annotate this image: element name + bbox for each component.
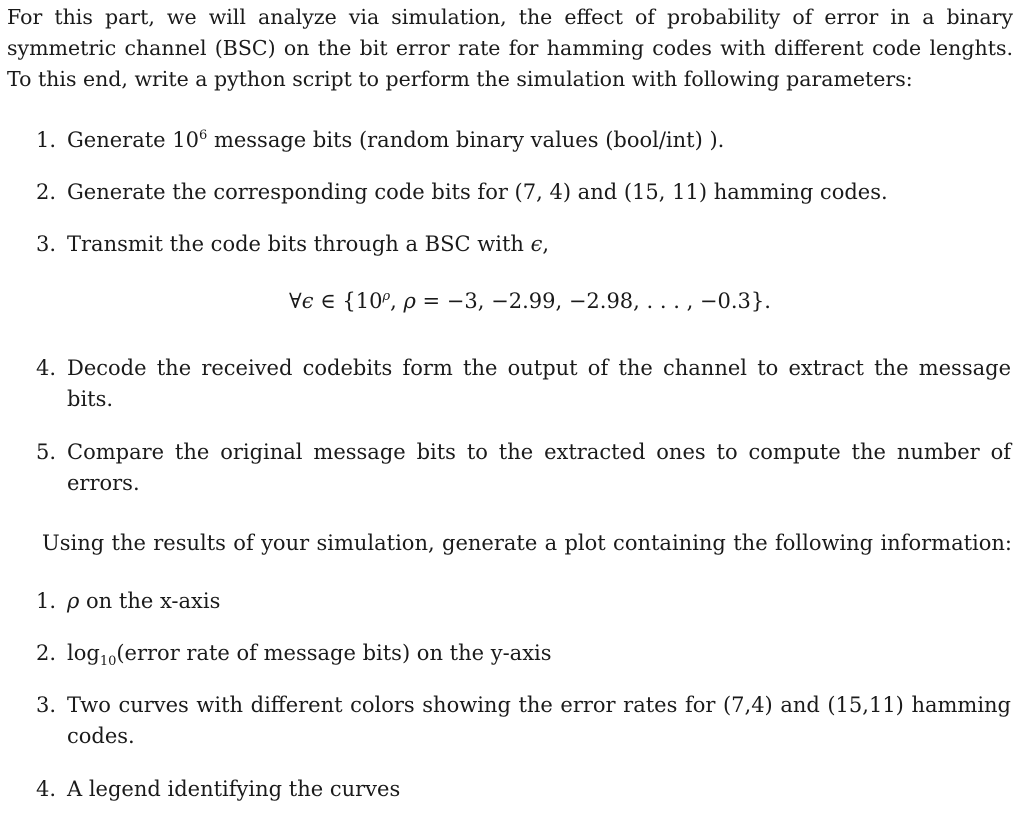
intro-line: symmetric channel (BSC) on the bit error rate for hamming codes with different code lenghts.: [7, 36, 1013, 60]
item-number: 3.: [36, 693, 57, 717]
item-number: 3.: [36, 232, 57, 256]
epsilon-symbol: ϵ: [530, 232, 543, 256]
item-number: 5.: [36, 440, 57, 464]
item-number: 1.: [36, 589, 57, 613]
item-text: $\log_{10}(error$ rate of message bits) on the y-axis: [67, 641, 552, 669]
item-number: 2.: [36, 641, 57, 665]
item-text: Generate $10^6$ message bits (random binary values (bool/int) ).: [67, 128, 725, 152]
item-text: Transmit the code bits through a BSC with ϵ,: [67, 232, 550, 256]
item-text: codes.: [67, 724, 135, 748]
item-text: A legend identifying the curves: [67, 777, 401, 801]
plot-intro-text: Using the results of your simulation, generate a plot containing the following information:: [42, 531, 1012, 555]
subscript: 10: [99, 654, 117, 669]
item-number: 1.: [36, 128, 57, 152]
item-text: Two curves with different colors showing the error rates for (7,4) and (15,11) hamming: [67, 693, 1011, 717]
item-text: ρ on the x-axis: [67, 589, 221, 613]
exponent: 6: [198, 128, 208, 143]
item-number: 4.: [36, 356, 57, 380]
intro-line: For this part, we will analyze via simulation, the effect of probability of error in a binary: [7, 5, 1013, 29]
item-text: bits.: [67, 387, 114, 411]
item-text: Compare the original message bits to the extracted ones to compute the number of: [67, 440, 1011, 464]
intro-line: To this end, write a python script to perform the simulation with following parameters:: [7, 67, 913, 91]
rho-symbol: ρ: [67, 589, 80, 613]
item-text: Generate the corresponding code bits for (7, 4) and (15, 11) hamming codes.: [67, 180, 888, 204]
epsilon-set-equation: ∀ϵ ∈ {$10^\rho$, ρ = −3, −2.99, −2.98, . . . , −0.3}.: [289, 289, 771, 313]
item-text: Decode the received codebits form the output of the channel to extract the message: [67, 356, 1011, 380]
intro-paragraph: [7, 2, 1013, 95]
item-number: 2.: [36, 180, 57, 204]
item-number: 4.: [36, 777, 57, 801]
item-text: errors.: [67, 471, 140, 495]
